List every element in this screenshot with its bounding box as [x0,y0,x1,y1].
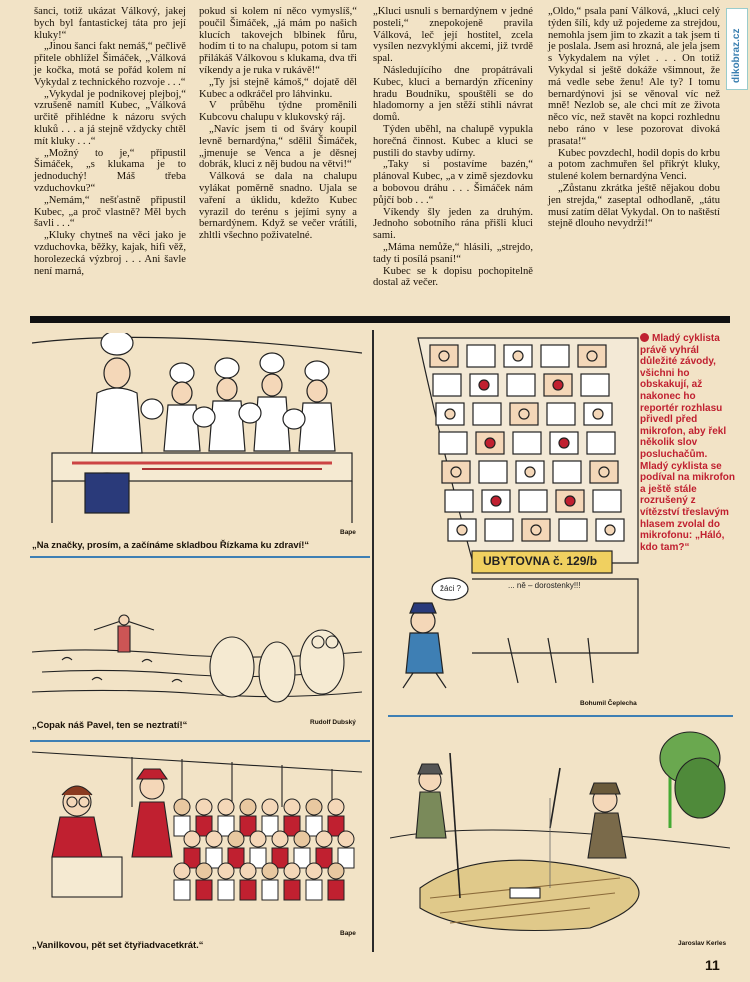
paragraph: V průběhu týdne proměnili Kubcovu chalupu v klukovský ráj. [199,100,357,124]
article-column-2 [199,6,357,242]
paragraph: Válková se dala na chalupu vylákat poměrně snadno. Ujala se vaření a úklidu, kdežto Kubec vyrazil do terénu s jejími syny a bernardýnem. Když se večer vrátili, zhltli všechno poživatelné. [199,171,357,242]
paragraph: šanci, totiž ukázat Válkový, jakej bych byl fantastickej táta pro její kluky!“ [34,6,186,41]
paragraph: „Taky si postavíme bazén,“ plánoval Kubec, „a v zimě sjezdovku a bobovou dráhu . . . Šimáček nám půjčí bob . . .“ [373,159,533,206]
artist-cartoon-3: Bape [340,930,356,937]
artist-cartoon-5: Jaroslav Kerles [678,940,727,947]
article-column-4 [548,6,720,230]
hostel-drawing [388,333,640,695]
hostel-banner: ... ně – dorostenky!!! [508,581,581,590]
paragraph: „Navíc jsem ti od šváry koupil levně bernardýna,“ sdělil Šimáček, „jmenuje se Venca a je děsnej dobrák, kluci z něj budou na větvi!“ [199,123,357,171]
artist-cartoon-1: Bape [340,529,356,536]
icecream-drawing [32,747,362,927]
paragraph: „Nemám,“ nešťastně připustil Kubec, „a proč vlastně? Měl bych šavli . . .“ [34,194,186,230]
joke-text [640,333,735,553]
watermark-badge[interactable] [726,8,748,90]
cartoon-hostel [388,333,640,695]
paragraph: „Vykydal je podnikovej plejboj,“ vzrušeně namítl Kubec, „Válková určitě přihlédne k názoru svých kluků . . . a já stejně vždycky chtěl mít kluky . . .“ [34,88,186,147]
paragraph: „Kluky chytneš na věci jako je vzduchovka, běžky, kajak, hifi věž, horolezecká výzbroj . . . Ani šavle není marná, [34,230,186,277]
paragraph: „Možný to je,“ připustil Šimáček, „s klukama je to jednoduchý! Máš třeba vzduchovku?“ [34,147,186,194]
paragraph: Víkendy šly jeden za druhým. Jednoho sobotního rána přišli kluci sami. [373,206,533,242]
paragraph: Následujícího dne propátrávali Kubec, kluci a bernardýn zříceniny hradu Boudníku, spouštěli se do hladomorny a jen stěží stihli návrat domů. [373,64,533,124]
caption-cartoon-3: „Vanilkovou, pět set čtyřiadvacetkrát.“ [32,939,204,950]
chefs-drawing [32,333,362,535]
paragraph: pokud si kolem ní něco vymyslíš,“ poučil Šimáček, „já mám po našich klucích takovejch blbinek fůru, hodím ti to na chalupu, potom si tam přilákáš Válkovou s klukama, dva tři víkendy a je ruka v rukávě!“ [199,6,357,76]
joke-text-body: Mladý cyklista právě vyhrál důležité závody, všichni ho obskakují, až nakonec ho reportér rozhlasu přivedl před mikrofon, aby řekl několik slov posluchačům. Mladý cyklista se podíval na mikrofon a ještě stále rozrušený z vítězství třeslavým hlasem zvolal do mikrofonu: „Háló, kdo tam?“ [640,333,736,553]
paragraph: Kubec se k dopisu pochopitelně dostal až večer. [373,265,533,289]
section-divider [30,316,730,323]
paragraph: Kubec povzdechl, hodil dopis do krbu a potom zachmuřen šel přikrýt kluky, stulené kolem bernardýna Venci. [548,147,720,183]
paragraph: Týden uběhl, na chalupě vypukla horečná činnost. Kubec a kluci se pustili do stavby udírny. [373,123,533,159]
caption-cartoon-1: „Na značky, prosím, a začínáme skladbou Řízkama ku zdraví!“ [32,539,310,550]
cartoon-swimmers [32,612,362,714]
paragraph: „Zůstanu zkrátka ještě nějakou dobu jen strejda,“ zaseptal odhodlaně, „tátu musí zatím dělat Vykydal. On to naštěstí stejně dlouho nevydrží!“ [548,182,720,230]
bullet-dot [640,333,649,342]
paragraph: „Jinou šanci fakt nemáš,“ pečlivě přitele obhlížel Šimáček, „Válková je kočka, motá se pořád kolem ní Vykydal z technického rozvoje . . .“ [34,41,186,88]
cartoon-chefs [32,333,362,535]
watermark-text: dikobraz.cz [731,28,742,83]
separator-3 [388,715,733,717]
artist-cartoon-2: Rudolf Dubský [310,719,356,726]
paragraph: „Ty jsi stejně kámoš,“ dojatě děl Kubec a odkráčel pro láhvinku. [199,76,357,100]
artist-cartoon-4: Bohumil Čeplecha [580,700,637,707]
article-column-1 [34,6,186,277]
article-column-3 [373,6,533,289]
paragraph: „Kluci usnuli s bernardýnem v jedné posteli,“ znepokojeně pravila Válková, leč její hostitel, zcela vysílen nezvyklými akcemi, již tvrdě spal. [373,6,533,65]
column-divider [372,330,374,952]
page-number: 11 [705,957,720,973]
hostel-sign: UBYTOVNA č. 129/b [483,554,598,568]
fishermen-drawing [390,728,730,938]
separator-2 [30,740,370,742]
cartoon-icecream-queue [32,747,362,927]
paragraph: „Oldo,“ psala paní Válková, „kluci celý týden šílí, kdy už pojedeme za strejdou, nemohla jsem jim to zkazit a tak jsem ti je poslala. Jsem asi hrozná, ale jela jsem s Vykydalem na výlet . . . On totiž Vykydal si ještě dokáže všimnout, že má vedle sebe ženu! Ale ty? I tomu bernardýnovi jsi se věnoval víc než mně! Nezlob se, ale chci mít ze života něco víc, než stavět na kopci rozhlednu nebo ráno v lese pozorovat divoká prasata!“ [548,6,720,147]
caption-cartoon-2: „Copak náš Pavel, ten se neztratí!“ [32,719,188,730]
cartoon-fishermen [390,728,730,938]
separator-1 [30,556,370,558]
paragraph: „Máma nemůže,“ hlásili, „strejdo, tady ti posílá psaní!“ [373,241,533,265]
speech-bubble: žáci ? [440,584,461,593]
swimmers-drawing [32,612,362,714]
